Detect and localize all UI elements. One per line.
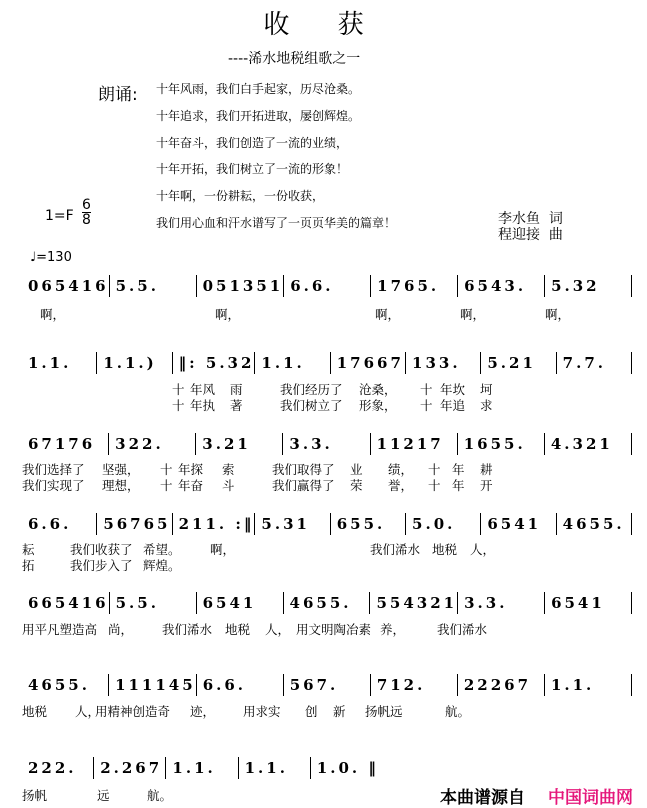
lyric-segment: 十 [160,478,173,493]
measure: 712. [376,676,426,694]
lyric-segment: 十 [172,398,185,413]
measure: 4655. [28,676,90,694]
lyric-segment: 著 [230,398,243,413]
measure: 6.6. [202,676,247,694]
measure: 4655. [562,515,625,533]
lyric-segment: 啊， [210,542,236,557]
song-title: 收 获 [263,10,384,40]
measure: 6541 [202,594,257,612]
key-signature: 1=F [45,208,74,224]
lyric-segment: 年坎 [440,382,466,397]
measure: 5.5. [115,594,159,612]
measure: 6541 [487,515,542,533]
measure: 5.31 [261,515,310,533]
measure: ‖: 5.32 [178,354,255,372]
lyric-segment: 尚， [108,622,134,637]
lyric-segment: 用平凡塑造高 [22,622,98,637]
measure: 6.6. [290,277,334,295]
recitation-line: 十年风雨，我们白手起家，历尽沧桑。 [156,82,361,96]
lyric-segment: 誉， [388,478,414,493]
lyric-segment: 我们经历了 [280,382,343,397]
measure: 3.21 [202,435,251,453]
lyric-segment: 坷 [480,382,493,397]
lyric-segment: 十 [428,462,441,477]
lyric-segment: 啊， [40,307,66,322]
lyric-segment: 用求实 [243,704,281,719]
lyric-segment: 年 [452,478,465,493]
time-top: 6 [82,197,91,213]
recitation-line: 十年啊，一份耕耘，一份收获， [156,189,325,203]
measure: 1765. [377,277,440,295]
staff-row [22,591,632,615]
staff-row [22,274,632,298]
lyric-segment: 十 [420,382,433,397]
measure: 6543. [464,277,527,295]
lyric-segment: 航。 [445,704,471,719]
lyric-segment: 我们赢得了 [272,478,335,493]
lyric-segment: 我们浠水 [162,622,213,637]
lyric-segment: 我们浠水 [437,622,488,637]
measure: 6.6. [28,515,72,533]
lyric-segment: 理想， [102,478,140,493]
recitation-line: 十年开拓，我们树立了一流的形象！ [156,162,349,176]
lyric-segment: 扬帆 [22,788,48,803]
measure: 3.3. [289,435,333,453]
lyric-segment: 啊， [460,307,486,322]
lyric-segment: 年追 [440,398,466,413]
lyric-segment: 沧桑， [359,382,397,397]
measure: 665416 [28,594,109,612]
measure: 5.21 [487,354,536,372]
measure: 3.3. [464,594,508,612]
bar-line [631,352,632,374]
lyric-segment: 人， [470,542,496,557]
bar-line [631,592,632,614]
lyric-segment: 年奋 [178,478,204,493]
lyric-segment: 我们浠水 [370,542,421,557]
lyric-segment: 绩， [388,462,414,477]
measure: 1.1. [550,676,595,694]
lyric-segment: 我们步入了 [70,558,133,573]
lyric-segment: 远 [97,788,110,803]
measure: 1.1. [244,759,288,777]
lyric-segment: 年执 [190,398,216,413]
lyric-segment: 我们树立了 [280,398,343,413]
lyric-segment: 人， [75,704,101,719]
lyric-segment: 荣 [350,478,363,493]
measure: 567. [289,676,339,694]
lyric-segment: 我们实现了 [22,478,85,493]
lyric-segment: 十 [160,462,173,477]
lyric-segment: 十 [420,398,433,413]
measure: 1655. [463,435,526,453]
lyric-segment: 希望。 [143,542,181,557]
lyric-segment: 我们收获了 [70,542,133,557]
lyric-segment: 拓 [22,558,35,573]
lyric-segment: 求 [480,398,493,413]
lyric-segment: 啊， [545,307,571,322]
lyric-segment: 索 [222,462,235,477]
measure: 4655. [289,594,352,612]
lyric-segment: 斗 [222,478,235,493]
bar-line [631,674,632,696]
measure: 2.267 [100,759,163,777]
lyric-segment: 养， [380,622,406,637]
measure: 1.1.) [103,354,157,372]
lyric-segment: 用文明陶冶素 [296,622,372,637]
measure: 065416 [28,277,109,295]
recitation-label: 朗诵: [98,85,138,105]
measure: 17667 [336,354,404,372]
lyric-segment: 新 [333,704,346,719]
lyric-segment: 雨 [230,382,243,397]
lyric-segment: 坚强， [102,462,140,477]
lyric-segment: 我们取得了 [272,462,335,477]
measure: 56765 [103,515,171,533]
measure: 22267 [463,676,532,694]
measure: 67176 [28,435,96,453]
measure: 211. :‖ [178,515,255,533]
staff-row [22,756,382,780]
subtitle: ----浠水地税组歌之一 [228,51,361,67]
lyric-segment: 地税 [432,542,458,557]
staff-row [22,432,632,456]
time-signature [82,198,91,227]
tempo-marking: ♩=130 [30,250,72,265]
staff-row [22,673,632,697]
lyric-segment: 形象， [359,398,397,413]
source-site-link[interactable]: 中国词曲网 [548,788,633,808]
lyric-segment: 创 [305,704,318,719]
lyric-segment: 地税 [225,622,251,637]
bar-line [631,275,632,297]
measure: 4.321 [550,435,613,453]
measure: 7.7. [562,354,606,372]
bar-line [631,513,632,535]
measure: 1.0. ‖ [316,759,379,777]
lyric-segment: 人， [265,622,291,637]
measure: 5.5. [115,277,159,295]
measure: 133. [412,354,461,372]
measure: 655. [336,515,386,533]
measure: 322. [115,435,164,453]
lyric-segment: 啊， [375,307,401,322]
measure: 1.1. [172,759,216,777]
lyric-segment: 我们选择了 [22,462,85,477]
lyric-segment: 地税 [22,704,48,719]
lyric-segment: 耕 [480,462,493,477]
lyric-segment: 年 [452,462,465,477]
measure: 222. [28,759,77,777]
measure: 5.0. [412,515,456,533]
measure: 11217 [376,435,444,453]
lyric-segment: 用精神创造奇 [95,704,171,719]
source-label: 本曲谱源自 [440,788,525,808]
lyric-segment: 耘 [22,542,35,557]
staff-row [22,351,632,375]
measure: 1.1. [28,354,72,372]
lyric-segment: 辉煌。 [143,558,181,573]
lyric-segment: 迹， [190,704,216,719]
recitation-line: 我们用心血和汗水谱写了一页页华美的篇章！ [156,216,397,230]
measure: 5.32 [551,277,600,295]
lyric-segment: 航。 [147,788,173,803]
measure: 051351 [202,277,284,295]
measure: 1.1. [261,354,305,372]
recitation-line: 十年追求，我们开拓进取，屡创辉煌。 [156,109,361,123]
time-bottom: 8 [82,212,91,228]
lyric-segment: 业 [350,462,363,477]
measure: 554321 [376,594,458,612]
staff-row [22,512,632,536]
measure: 6541 [551,594,605,612]
lyric-segment: 十 [428,478,441,493]
lyricist: 李水鱼 词 [498,211,563,227]
lyric-segment: 扬帆远 [365,704,403,719]
recitation-line: 十年奋斗，我们创造了一流的业绩， [156,136,349,150]
lyric-segment: 十 [172,382,185,397]
lyric-segment: 年风 [190,382,216,397]
lyric-segment: 年探 [178,462,204,477]
composer: 程迎接 曲 [498,227,563,243]
lyric-segment: 啊， [215,307,241,322]
lyric-segment: 开 [480,478,493,493]
bar-line [631,433,632,455]
measure: 111145 [115,676,196,694]
